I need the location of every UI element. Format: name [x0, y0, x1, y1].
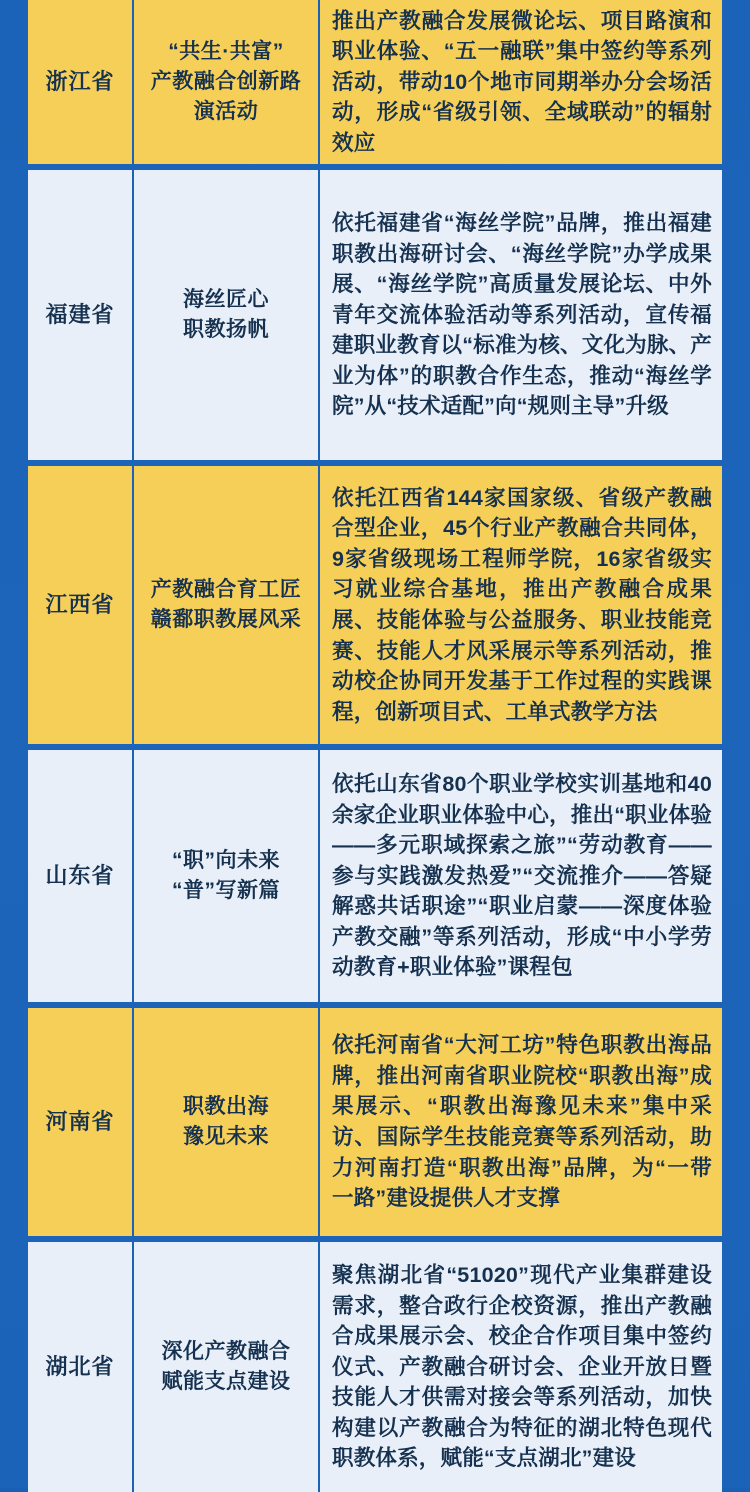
- description-text: 推出产教融合发展微论坛、项目路演和职业体验、“五一融联”集中签约等系列活动，带动10个地市同期举办分会场活动，形成“省级引领、全域联动”的辐射效应: [332, 8, 712, 155]
- description-cell: [318, 466, 722, 744]
- theme-line: 深化产教融合: [161, 1340, 291, 1364]
- theme-line: 职教出海: [183, 1095, 269, 1119]
- description-text: 依托山东省80个职业学校实训基地和40余家企业职业体验中心，推出“职业体验——多元职域探索之旅”“劳动教育——参与实践激发热爱”“交流推介——答疑解惑共话职途”“职业启蒙——深度体验产教交融”等系列活动，形成“中小学劳动教育+职业体验”课程包: [332, 772, 712, 980]
- theme-cell: [132, 1008, 318, 1236]
- theme-line: 演活动: [193, 99, 259, 123]
- theme-text: [162, 1337, 291, 1397]
- theme-line: “共生·共富”: [168, 40, 284, 64]
- table-row: [28, 1242, 722, 1492]
- description-text: 聚焦湖北省“51020”现代产业集群建设需求，整合政行企校资源，推出产教融合成果展示会、校企合作项目集中签约仪式、产教融合研讨会、企业开放日暨技能人才供需对接会等系列活动，加快构建以产教融合为特征的湖北特色现代职教体系，赋能“支点湖北”建设: [332, 1263, 712, 1471]
- table-row: [28, 750, 722, 1002]
- theme-text: [183, 285, 269, 345]
- table-row: [28, 170, 722, 460]
- theme-cell: [132, 170, 318, 460]
- province-cell: 福建省: [28, 170, 132, 460]
- theme-text: [172, 846, 280, 906]
- theme-cell: [132, 750, 318, 1002]
- description-text: 依托江西省144家国家级、省级产教融合型企业，45个行业产教融合共同体，9家省级现场工程师学院，16家省级实习就业综合基地，推出产教融合成果展、技能体验与公益服务、职业技能竞赛、技能人才风采展示等系列活动，推动校企协同开发基于工作过程的实践课程，创新项目式、工单式教学方法: [332, 485, 712, 724]
- description-text: 依托河南省“大河工坊”特色职教出海品牌，推出河南省职业院校“职教出海”成果展示、“职教出海豫见未来”集中采访、国际学生技能竞赛等系列活动，助力河南打造“职教出海”品牌，为“一带一路”建设提供人才支撑: [332, 1033, 712, 1211]
- activity-table: [28, 0, 722, 1492]
- theme-line: 职教扬帆: [183, 318, 269, 341]
- theme-cell: [132, 0, 318, 164]
- description-cell: [318, 1008, 722, 1236]
- description-text: 依托福建省“海丝学院”品牌，推出福建职教出海研讨会、“海丝学院”办学成果展、“海丝学院”高质量发展论坛、中外青年交流体验活动等系列活动，宣传福建职业教育以“标准为核、文化为脉、产业为体”的职教合作生态，推动“海丝学院”从“技术适配”向“规则主导”升级: [332, 211, 712, 419]
- theme-line: 产教融合创新路: [150, 70, 302, 94]
- theme-text: [183, 1092, 269, 1152]
- province-cell: 山东省: [28, 750, 132, 1002]
- description-cell: [318, 1242, 722, 1492]
- theme-line: 海丝匠心: [183, 288, 269, 312]
- description-cell: [318, 750, 722, 1002]
- province-cell: 河南省: [28, 1008, 132, 1236]
- theme-text: [151, 575, 302, 635]
- description-cell: [318, 0, 722, 164]
- province-cell: 湖北省: [28, 1242, 132, 1492]
- theme-line: “普”写新篇: [172, 879, 280, 902]
- table-row: [28, 466, 722, 744]
- table-row: [28, 1008, 722, 1236]
- province-cell: 江西省: [28, 466, 132, 744]
- theme-cell: [132, 466, 318, 744]
- theme-line: 赋能支点建设: [161, 1370, 291, 1393]
- table-row: [28, 0, 722, 164]
- theme-line: 豫见未来: [183, 1125, 269, 1148]
- theme-cell: [132, 1242, 318, 1492]
- theme-line: “职”向未来: [172, 849, 280, 873]
- theme-text: [151, 37, 302, 126]
- theme-line: 赣鄱职教展风采: [150, 608, 302, 631]
- description-cell: [318, 170, 722, 460]
- theme-line: 产教融合育工匠: [150, 578, 302, 602]
- province-cell: 浙江省: [28, 0, 132, 164]
